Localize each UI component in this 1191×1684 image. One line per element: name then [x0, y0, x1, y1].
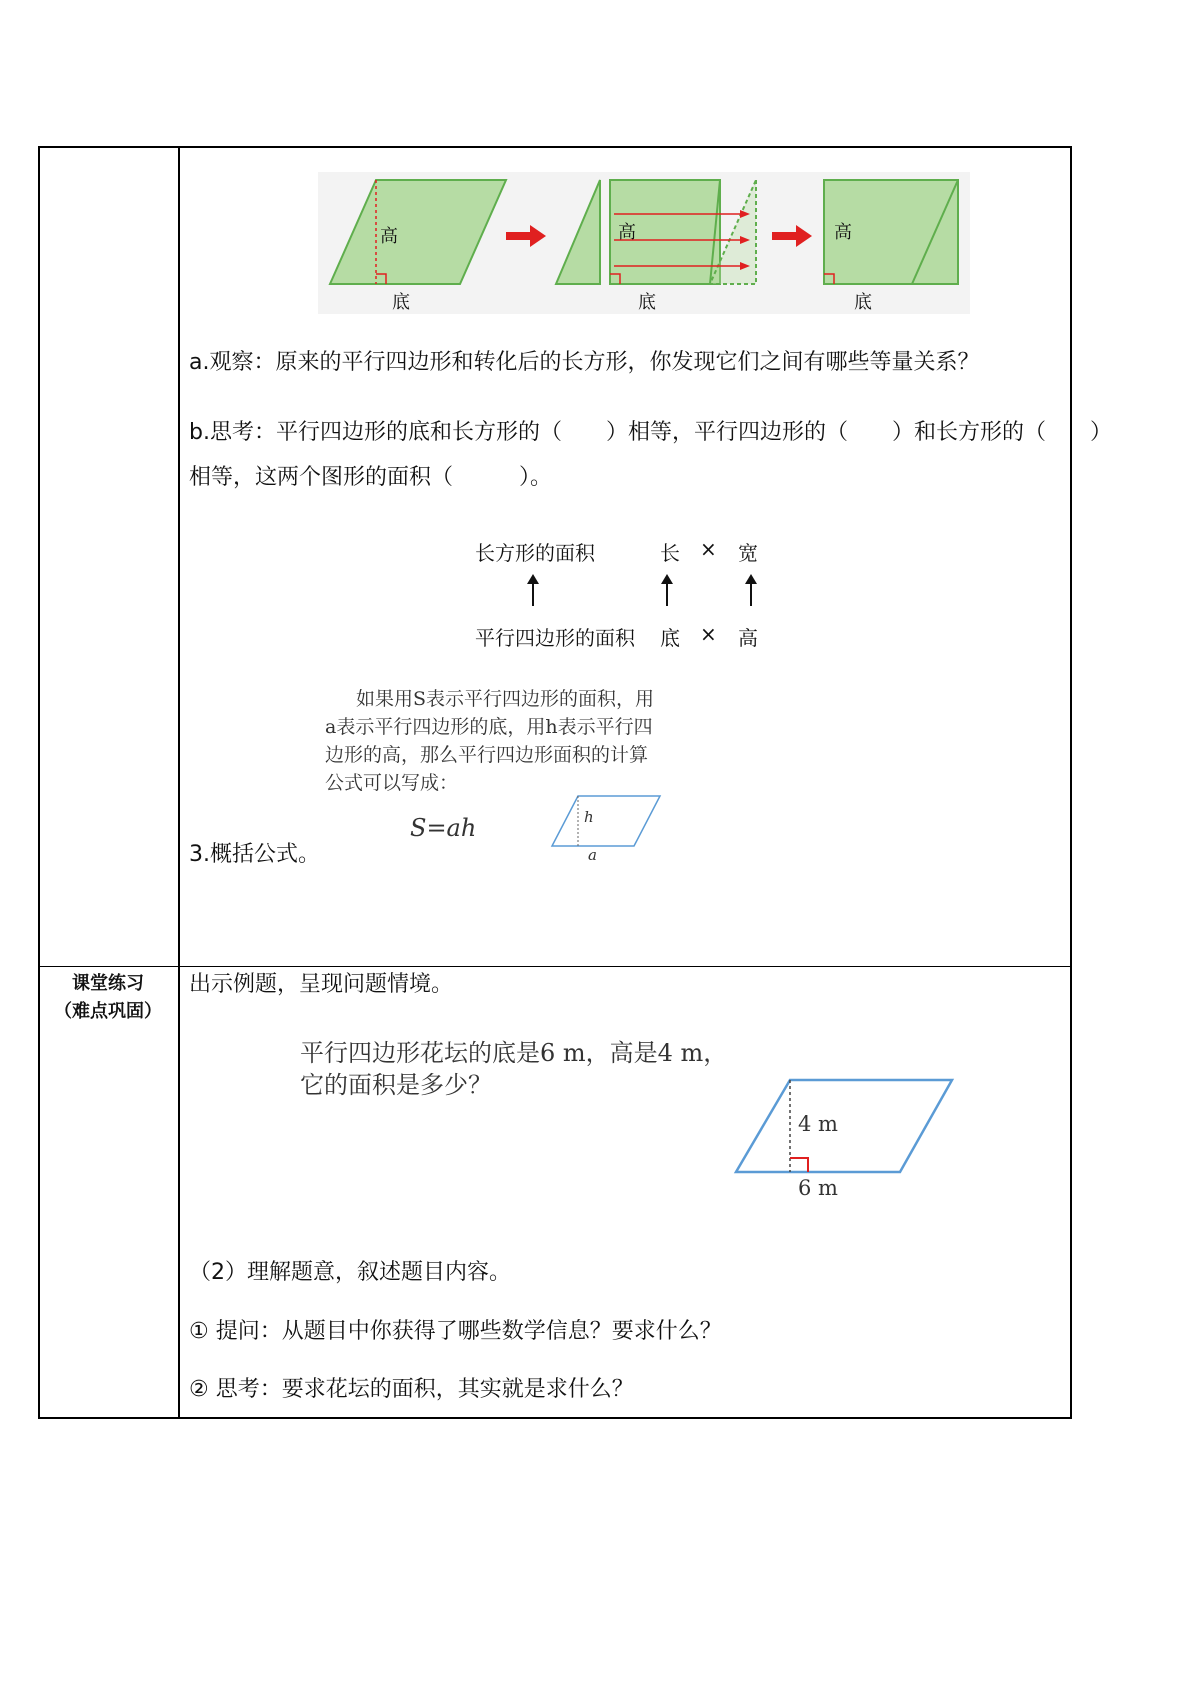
think-question-line2: 相等，这两个图形的面积（ ）。 — [189, 465, 553, 490]
base-label-3: 底 — [854, 292, 872, 313]
table-right-border — [1070, 146, 1072, 1419]
area-formula: S=ah — [410, 814, 477, 842]
width-label: 宽 — [738, 541, 758, 565]
table-bottom-border — [38, 1417, 1072, 1419]
height-value-label: 4 m — [798, 1112, 838, 1136]
table-column-divider — [178, 146, 180, 1419]
example-intro: 出示例题，呈现问题情境。 — [189, 972, 454, 997]
base-label-2: 底 — [638, 292, 656, 313]
section-label-line1: 课堂练习 — [72, 973, 144, 994]
small-parallelogram-figure — [548, 792, 668, 866]
a-label: a — [588, 846, 597, 864]
note-line-4: 公式可以写成： — [325, 772, 459, 794]
think-question-line1: b.思考：平行四边形的底和长方形的（ ）相等，平行四边形的（ ）和长方形的（ ） — [189, 420, 1112, 445]
table-left-border — [38, 146, 40, 1419]
length-label: 长 — [660, 541, 680, 565]
para-area-label: 平行四边形的面积 — [475, 626, 635, 650]
height-label-3: 高 — [834, 222, 852, 243]
times-sign-1: × — [700, 537, 717, 561]
up-arrow-2 — [666, 582, 668, 606]
transformation-figure — [318, 172, 970, 314]
height-label: 高 — [738, 626, 758, 650]
times-sign-2: × — [700, 622, 717, 646]
base-label: 底 — [660, 626, 680, 650]
base-value-label: 6 m — [798, 1176, 838, 1200]
table-row-divider — [38, 966, 1072, 967]
rect-area-label: 长方形的面积 — [475, 541, 595, 565]
up-arrow-3 — [750, 582, 752, 606]
height-label-1: 高 — [380, 226, 398, 247]
note-line-1: 如果用S表示平行四边形的面积，用 — [356, 688, 655, 710]
section-label-line2: （难点巩固） — [54, 1001, 162, 1022]
base-label-1: 底 — [392, 292, 410, 313]
table-top-border — [38, 146, 1072, 148]
note-line-3: 边形的高，那么平行四边形面积的计算 — [325, 744, 649, 766]
question-2: ② 思考：要求花坛的面积，其实就是求什么？ — [189, 1377, 634, 1402]
step-understand: （2）理解题意，叙述题目内容。 — [189, 1260, 511, 1285]
summarize-step: 3.概括公式。 — [189, 842, 320, 867]
flowerbed-parallelogram-figure — [730, 1074, 960, 1206]
height-label-2: 高 — [618, 222, 636, 243]
up-arrow-1 — [532, 582, 534, 606]
note-line-2: a表示平行四边形的底，用h表示平行四 — [325, 716, 653, 738]
h-label: h — [584, 808, 594, 826]
question-1: ① 提问：从题目中你获得了哪些数学信息？要求什么？ — [189, 1319, 722, 1344]
problem-line-2: 它的面积是多少？ — [300, 1071, 492, 1099]
problem-line-1: 平行四边形花坛的底是6 m，高是4 m， — [300, 1039, 728, 1067]
observe-question: a.观察：原来的平行四边形和转化后的长方形，你发现它们之间有哪些等量关系？ — [189, 350, 980, 375]
